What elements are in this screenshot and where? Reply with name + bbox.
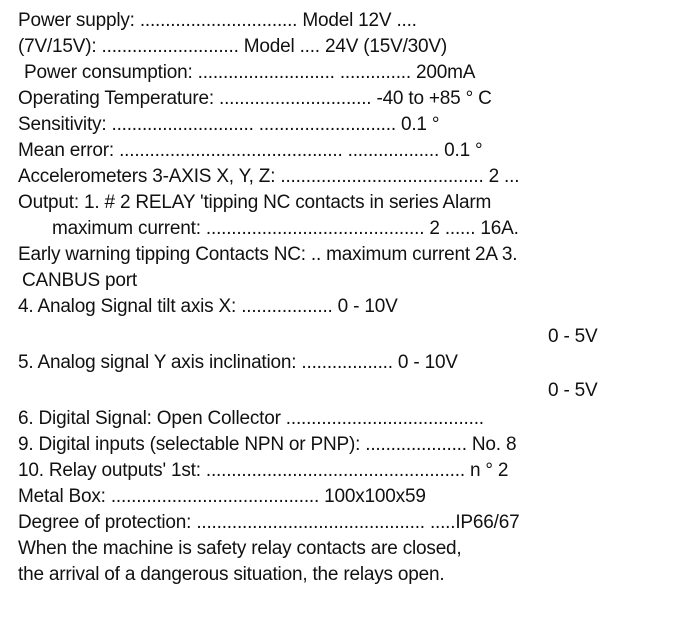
spec-line-power-consumption: Power consumption: ........................... .............. 200mA — [24, 62, 476, 83]
spec-line-canbus-port: CANBUS port — [22, 270, 138, 291]
spec-line-power-supply-range: (7V/15V): ........................... Model .... 24V (15V/30V) — [18, 36, 447, 57]
spec-line-analog-y: 5. Analog signal Y axis inclination: .................. 0 - 10V — [18, 352, 458, 373]
spec-line-accelerometers: Accelerometers 3-AXIS X, Y, Z: ........................................ 2 ... — [18, 166, 520, 187]
spec-line-sensitivity: Sensitivity: ............................ ........................... 0.1 ° — [18, 114, 440, 135]
spec-line-safety-note-2: the arrival of a dangerous situation, the relays open. — [18, 564, 445, 585]
spec-line-power-supply: Power supply: ............................... Model 12V .... — [18, 10, 417, 31]
spec-line-digital-signal: 6. Digital Signal: Open Collector ....................................... — [18, 408, 484, 429]
spec-line-safety-note-1: When the machine is safety relay contacts are closed, — [18, 538, 462, 559]
spec-line-relay-outputs: 10. Relay outputs' 1st: ................................................... n ° 2 — [18, 460, 509, 481]
spec-line-operating-temperature: Operating Temperature: .............................. -40 to +85 ° C — [18, 88, 492, 109]
spec-line-mean-error: Mean error: ............................................ .................. 0.1 ° — [18, 140, 483, 161]
spec-line-analog-y-alt: 0 - 5V — [548, 380, 598, 401]
spec-line-analog-x: 4. Analog Signal tilt axis X: .................. 0 - 10V — [18, 296, 398, 317]
spec-line-early-warning: Early warning tipping Contacts NC: .. maximum current 2A 3. — [18, 244, 518, 265]
spec-line-metal-box: Metal Box: ......................................... 100x100x59 — [18, 486, 426, 507]
spec-line-output: Output: 1. # 2 RELAY 'tipping NC contacts in series Alarm — [18, 192, 492, 213]
spec-line-maximum-current: maximum current: ........................................... 2 ...... 16A. — [52, 218, 519, 239]
spec-line-analog-x-alt: 0 - 5V — [548, 326, 598, 347]
spec-line-degree-of-protection: Degree of protection: ............................................. .....IP66/67 — [18, 512, 520, 533]
spec-line-digital-inputs: 9. Digital inputs (selectable NPN or PNP): .................... No. 8 — [18, 434, 517, 455]
